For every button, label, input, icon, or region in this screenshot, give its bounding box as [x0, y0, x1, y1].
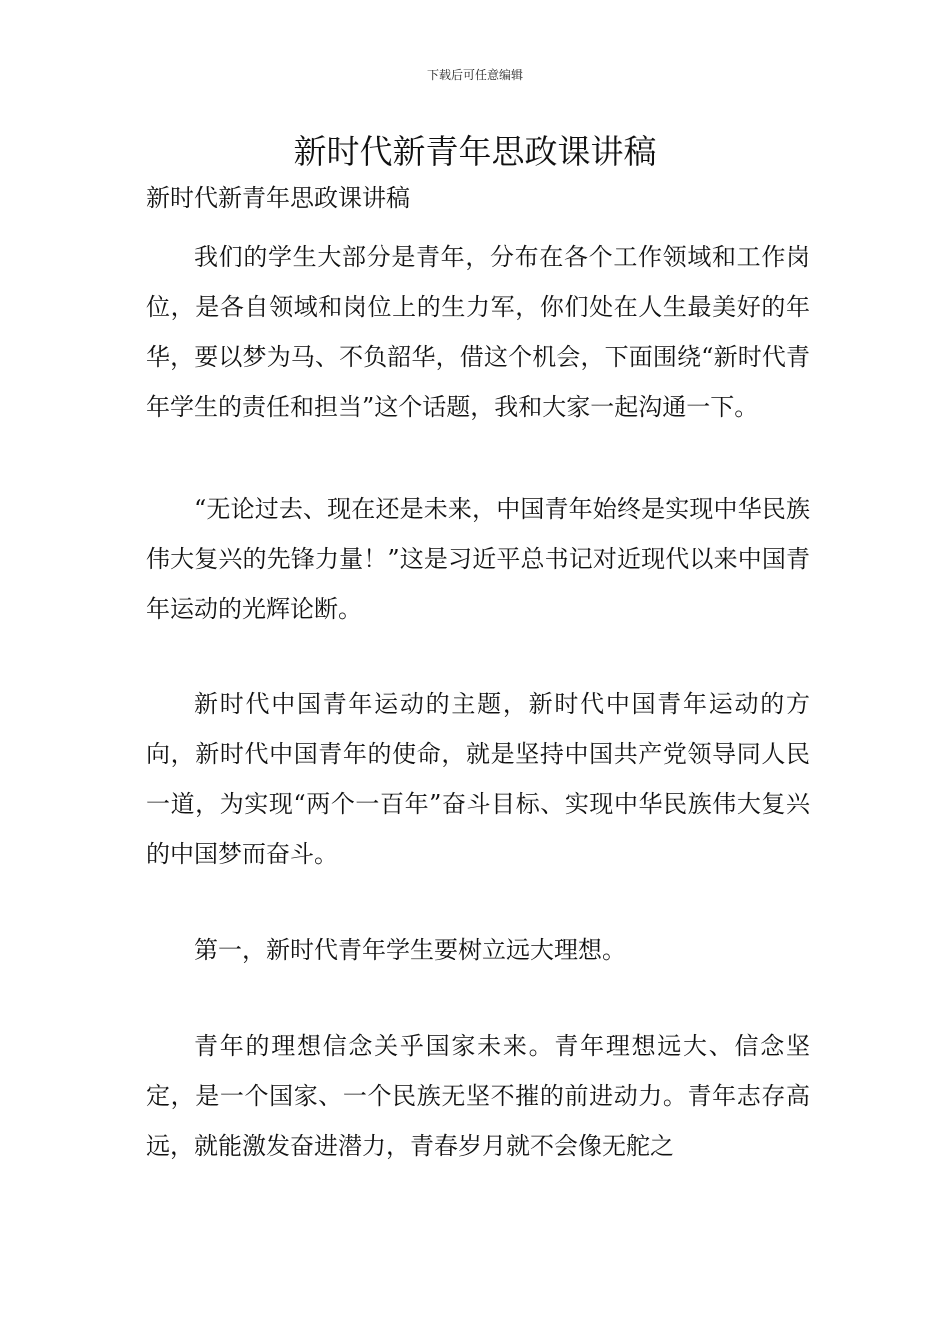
paragraph-3: 新时代中国青年运动的主题，新时代中国青年运动的方向，新时代中国青年的使命，就是坚持中国共产党领导同人民一道，为实现“两个一百年”奋斗目标、实现中华民族伟大复兴的中国梦而奋斗。 [146, 690, 810, 868]
header-note: 下载后可任意编辑 [426, 68, 523, 82]
document-title: 新时代新青年思政课讲稿 [293, 132, 657, 171]
document-subtitle: 新时代新青年思政课讲稿 [146, 184, 410, 212]
paragraph-5: 青年的理想信念关乎国家未来。青年理想远大、信念坚定，是一个国家、一个民族无坚不摧的前进动力。青年志存高远，就能激发奋进潜力，青春岁月就不会像无舵之 [146, 1032, 810, 1160]
document-body [146, 178, 810, 1171]
paragraph-2: “无论过去、现在还是未来，中国青年始终是实现中华民族伟大复兴的先锋力量！”这是习近平总书记对近现代以来中国青年运动的光辉论断。 [146, 495, 810, 623]
paragraph-4: 第一，新时代青年学生要树立远大理想。 [194, 936, 626, 964]
paragraph-1: 我们的学生大部分是青年，分布在各个工作领域和工作岗位，是各自领域和岗位上的生力军，你们处在人生最美好的年华，要以梦为马、不负韶华，借这个机会，下面围绕“新时代青年学生的责任和担当”这个话题，我和大家一起沟通一下。 [146, 243, 810, 421]
